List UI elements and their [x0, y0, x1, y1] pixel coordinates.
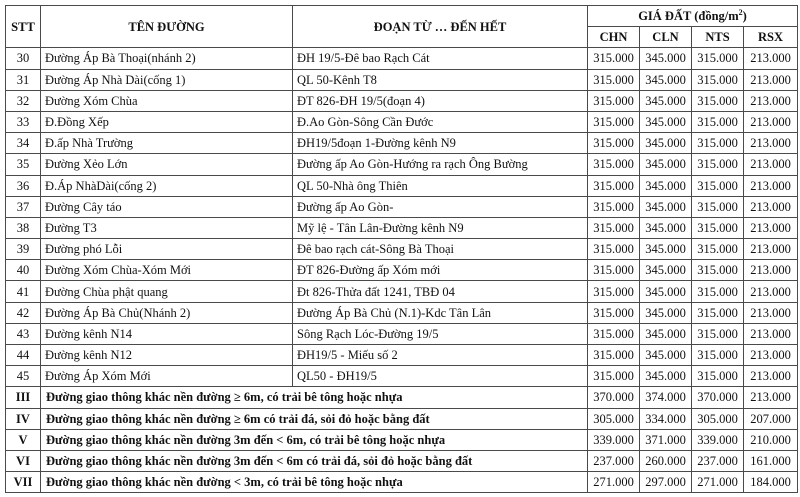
cell-street-name: Đ.Đồng Xếp	[41, 111, 293, 132]
cell-segment: ĐT 826-ĐH 19/5(đoạn 4)	[293, 90, 588, 111]
cell-group-stt: V	[6, 429, 41, 450]
cell-rsx: 161.000	[744, 450, 798, 471]
cell-street-name: Đường Cây táo	[41, 196, 293, 217]
cell-nts: 315.000	[692, 196, 744, 217]
cell-stt: 43	[6, 323, 41, 344]
cell-street-name: Đường Xóm Chùa-Xóm Mới	[41, 260, 293, 281]
cell-stt: 40	[6, 260, 41, 281]
cell-rsx: 213.000	[744, 366, 798, 387]
land-price-table	[5, 5, 798, 493]
header-land-price-close: )	[742, 9, 747, 24]
cell-nts: 315.000	[692, 345, 744, 366]
table-row	[6, 48, 798, 69]
cell-rsx: 213.000	[744, 111, 798, 132]
cell-cln: 345.000	[640, 239, 692, 260]
cell-rsx: 210.000	[744, 429, 798, 450]
cell-street-name: Đường kênh N14	[41, 323, 293, 344]
cell-cln: 345.000	[640, 302, 692, 323]
table-row	[6, 133, 798, 154]
cell-chn: 315.000	[588, 260, 640, 281]
table-header	[6, 6, 798, 48]
header-cln: CLN	[640, 27, 692, 48]
cell-segment: Đ.Ao Gòn-Sông Cần Đước	[293, 111, 588, 132]
table-row	[6, 154, 798, 175]
cell-segment: QL 50-Nhà ông Thiên	[293, 175, 588, 196]
cell-stt: 41	[6, 281, 41, 302]
cell-street-name: Đường Áp Xóm Mới	[41, 366, 293, 387]
cell-rsx: 213.000	[744, 196, 798, 217]
cell-stt: 31	[6, 69, 41, 90]
table-row	[6, 196, 798, 217]
cell-rsx: 213.000	[744, 302, 798, 323]
cell-chn: 315.000	[588, 154, 640, 175]
cell-chn: 315.000	[588, 281, 640, 302]
cell-stt: 38	[6, 217, 41, 238]
cell-rsx: 213.000	[744, 323, 798, 344]
cell-nts: 315.000	[692, 281, 744, 302]
cell-cln: 345.000	[640, 69, 692, 90]
cell-stt: 42	[6, 302, 41, 323]
cell-nts: 315.000	[692, 48, 744, 69]
cell-group-description: Đường giao thông khác nền đường ≥ 6m, có trải bê tông hoặc nhựa	[41, 387, 588, 408]
cell-group-description: Đường giao thông khác nền đường 3m đến < 6m có trải đá, sỏi đỏ hoặc bằng đất	[41, 450, 588, 471]
cell-chn: 315.000	[588, 111, 640, 132]
cell-segment: ĐH19/5 - Miếu số 2	[293, 345, 588, 366]
cell-chn: 315.000	[588, 48, 640, 69]
cell-nts: 271.000	[692, 472, 744, 493]
table-row	[6, 90, 798, 111]
cell-nts: 305.000	[692, 408, 744, 429]
cell-nts: 339.000	[692, 429, 744, 450]
cell-cln: 345.000	[640, 154, 692, 175]
cell-street-name: Đường Xóm Chùa	[41, 90, 293, 111]
cell-cln: 345.000	[640, 281, 692, 302]
cell-stt: 35	[6, 154, 41, 175]
cell-segment: QL50 - ĐH19/5	[293, 366, 588, 387]
cell-segment: Sông Rạch Lóc-Đường 19/5	[293, 323, 588, 344]
cell-street-name: Đường phó Lỗi	[41, 239, 293, 260]
cell-segment: Đường ấp Ao Gòn-	[293, 196, 588, 217]
cell-stt: 39	[6, 239, 41, 260]
cell-group-stt: III	[6, 387, 41, 408]
cell-segment: Mỹ lệ - Tân Lân-Đường kênh N9	[293, 217, 588, 238]
cell-rsx: 184.000	[744, 472, 798, 493]
cell-nts: 315.000	[692, 111, 744, 132]
table-row	[6, 281, 798, 302]
cell-rsx: 213.000	[744, 239, 798, 260]
cell-street-name: Đường Áp Nhà Dài(cống 1)	[41, 69, 293, 90]
header-chn: CHN	[588, 27, 640, 48]
group-row	[6, 387, 798, 408]
cell-nts: 370.000	[692, 387, 744, 408]
cell-nts: 315.000	[692, 175, 744, 196]
cell-group-stt: VII	[6, 472, 41, 493]
cell-cln: 345.000	[640, 111, 692, 132]
cell-chn: 237.000	[588, 450, 640, 471]
cell-rsx: 213.000	[744, 260, 798, 281]
table-row	[6, 217, 798, 238]
cell-nts: 315.000	[692, 217, 744, 238]
cell-street-name: Đường Áp Bà Chủ(Nhánh 2)	[41, 302, 293, 323]
cell-rsx: 213.000	[744, 48, 798, 69]
cell-street-name: Đường T3	[41, 217, 293, 238]
cell-group-description: Đường giao thông khác nền đường ≥ 6m có trải đá, sỏi đỏ hoặc bằng đất	[41, 408, 588, 429]
cell-stt: 34	[6, 133, 41, 154]
cell-street-name: Đường Xẻo Lớn	[41, 154, 293, 175]
cell-segment: Đường Áp Bà Chủ (N.1)-Kdc Tân Lân	[293, 302, 588, 323]
cell-segment: Đt 826-Thửa đất 1241, TBĐ 04	[293, 281, 588, 302]
cell-rsx: 213.000	[744, 154, 798, 175]
cell-rsx: 213.000	[744, 281, 798, 302]
header-rsx: RSX	[744, 27, 798, 48]
cell-chn: 315.000	[588, 69, 640, 90]
cell-chn: 315.000	[588, 345, 640, 366]
table-row	[6, 69, 798, 90]
cell-chn: 315.000	[588, 217, 640, 238]
cell-street-name: Đường Áp Bà Thoại(nhánh 2)	[41, 48, 293, 69]
cell-cln: 345.000	[640, 323, 692, 344]
cell-cln: 345.000	[640, 175, 692, 196]
cell-street-name: Đường kênh N12	[41, 345, 293, 366]
cell-stt: 37	[6, 196, 41, 217]
cell-group-description: Đường giao thông khác nền đường 3m đến < 6m, có trải bê tông hoặc nhựa	[41, 429, 588, 450]
table-body	[6, 48, 798, 493]
cell-cln: 374.000	[640, 387, 692, 408]
cell-street-name: Đ.ấp Nhà Trường	[41, 133, 293, 154]
cell-rsx: 213.000	[744, 387, 798, 408]
cell-nts: 315.000	[692, 90, 744, 111]
header-land-price	[588, 6, 798, 27]
cell-rsx: 213.000	[744, 217, 798, 238]
cell-cln: 334.000	[640, 408, 692, 429]
cell-segment: QL 50-Kênh T8	[293, 69, 588, 90]
cell-nts: 315.000	[692, 239, 744, 260]
cell-chn: 315.000	[588, 133, 640, 154]
table-row	[6, 302, 798, 323]
cell-segment: Đê bao rạch cát-Sông Bà Thoại	[293, 239, 588, 260]
table-row	[6, 323, 798, 344]
cell-nts: 315.000	[692, 302, 744, 323]
cell-cln: 345.000	[640, 260, 692, 281]
cell-chn: 315.000	[588, 175, 640, 196]
cell-stt: 32	[6, 90, 41, 111]
cell-nts: 315.000	[692, 366, 744, 387]
cell-nts: 315.000	[692, 133, 744, 154]
cell-cln: 345.000	[640, 366, 692, 387]
cell-cln: 260.000	[640, 450, 692, 471]
cell-stt: 33	[6, 111, 41, 132]
cell-group-description: Đường giao thông khác nền đường < 3m, có trải bê tông hoặc nhựa	[41, 472, 588, 493]
cell-street-name: Đ.Áp NhàDài(cống 2)	[41, 175, 293, 196]
cell-chn: 315.000	[588, 366, 640, 387]
cell-chn: 271.000	[588, 472, 640, 493]
cell-cln: 345.000	[640, 133, 692, 154]
cell-cln: 345.000	[640, 345, 692, 366]
cell-chn: 370.000	[588, 387, 640, 408]
cell-rsx: 213.000	[744, 90, 798, 111]
cell-chn: 315.000	[588, 239, 640, 260]
table-row	[6, 175, 798, 196]
cell-rsx: 213.000	[744, 69, 798, 90]
cell-cln: 371.000	[640, 429, 692, 450]
header-land-price-sup: 2	[738, 7, 743, 17]
cell-stt: 36	[6, 175, 41, 196]
cell-nts: 315.000	[692, 154, 744, 175]
cell-group-stt: IV	[6, 408, 41, 429]
cell-nts: 315.000	[692, 260, 744, 281]
cell-rsx: 213.000	[744, 175, 798, 196]
cell-cln: 345.000	[640, 217, 692, 238]
cell-stt: 44	[6, 345, 41, 366]
cell-rsx: 213.000	[744, 133, 798, 154]
header-nts: NTS	[692, 27, 744, 48]
group-row	[6, 429, 798, 450]
group-row	[6, 472, 798, 493]
cell-nts: 237.000	[692, 450, 744, 471]
table-row	[6, 111, 798, 132]
cell-cln: 345.000	[640, 48, 692, 69]
cell-segment: ĐH19/5đoạn 1-Đường kênh N9	[293, 133, 588, 154]
cell-cln: 345.000	[640, 90, 692, 111]
cell-stt: 45	[6, 366, 41, 387]
table-row	[6, 260, 798, 281]
header-land-price-label: GIÁ ĐẤT (đồng/m	[638, 9, 739, 24]
cell-chn: 339.000	[588, 429, 640, 450]
header-segment: ĐOẠN TỪ … ĐẾN HẾT	[293, 6, 588, 48]
header-stt: STT	[6, 6, 41, 48]
header-street-name: TÊN ĐƯỜNG	[41, 6, 293, 48]
table-row	[6, 345, 798, 366]
cell-chn: 315.000	[588, 302, 640, 323]
cell-rsx: 207.000	[744, 408, 798, 429]
table-row	[6, 239, 798, 260]
cell-chn: 315.000	[588, 323, 640, 344]
cell-street-name: Đường Chùa phật quang	[41, 281, 293, 302]
cell-cln: 345.000	[640, 196, 692, 217]
group-row	[6, 450, 798, 471]
cell-chn: 315.000	[588, 196, 640, 217]
cell-segment: Đường ấp Ao Gòn-Hướng ra rạch Ông Bường	[293, 154, 588, 175]
cell-stt: 30	[6, 48, 41, 69]
cell-rsx: 213.000	[744, 345, 798, 366]
group-row	[6, 408, 798, 429]
cell-chn: 315.000	[588, 90, 640, 111]
cell-group-stt: VI	[6, 450, 41, 471]
table-row	[6, 366, 798, 387]
cell-cln: 297.000	[640, 472, 692, 493]
cell-segment: ĐT 826-Đường ấp Xóm mới	[293, 260, 588, 281]
cell-nts: 315.000	[692, 69, 744, 90]
cell-nts: 315.000	[692, 323, 744, 344]
cell-chn: 305.000	[588, 408, 640, 429]
cell-segment: ĐH 19/5-Đê bao Rạch Cát	[293, 48, 588, 69]
